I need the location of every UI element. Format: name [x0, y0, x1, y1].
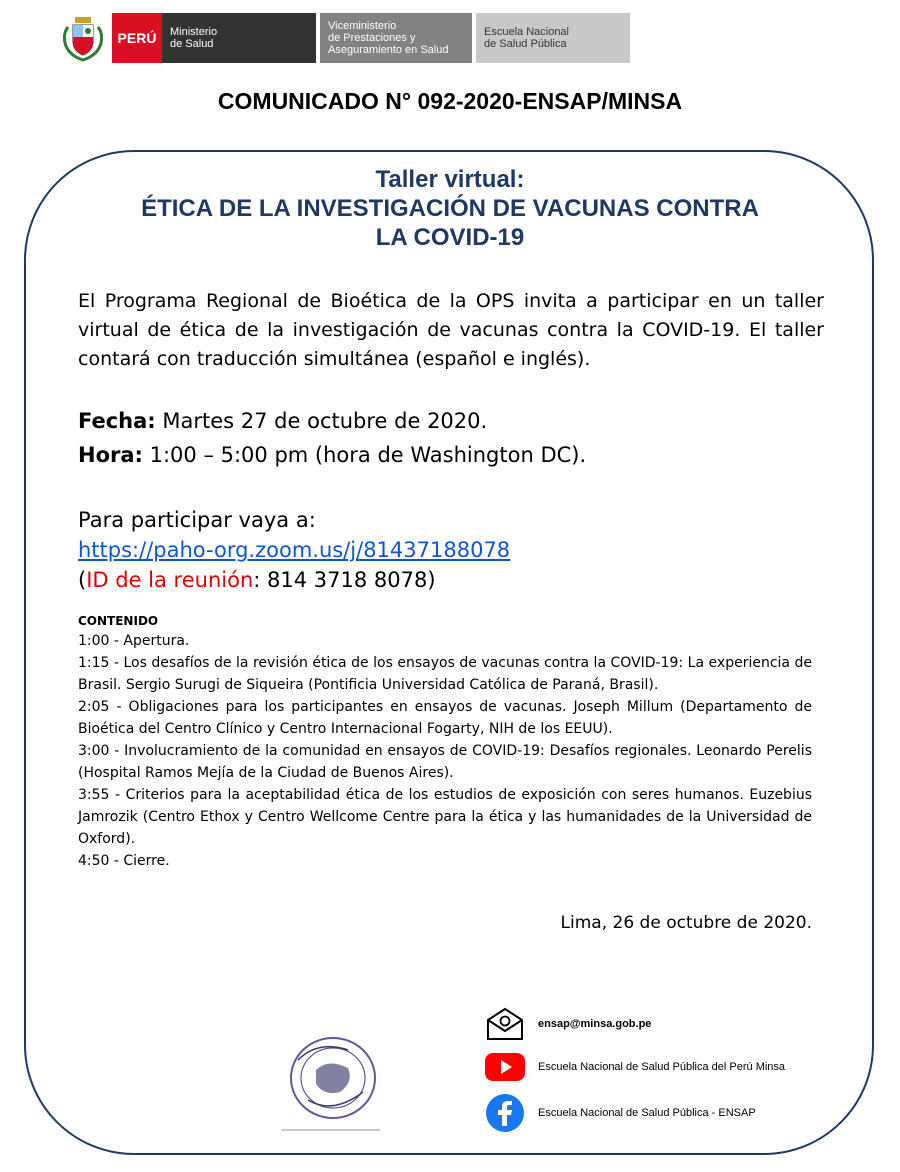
youtube-contact[interactable]: [484, 1048, 785, 1086]
facebook-icon: [484, 1094, 526, 1132]
official-seal-stamp: [278, 1030, 384, 1140]
workshop-line2: ÉTICA DE LA INVESTIGACIÓN DE VACUNAS CONTRA: [141, 195, 759, 222]
contenido-section: [78, 612, 812, 872]
participate-block: [78, 505, 824, 595]
youtube-text: Escuela Nacional de Salud Pública del Perú Minsa: [538, 1061, 786, 1073]
meeting-id-value: : 814 3718 8078): [253, 568, 436, 592]
hora-line: [78, 438, 824, 472]
facebook-contact[interactable]: [484, 1094, 756, 1132]
header-logos: [62, 13, 630, 63]
intro-paragraph: El Programa Regional de Bioética de la OPS invita a participar en un taller virtual de ética de la investigación de vacunas contra la COVID-19. El taller contará con traducción simultánea (español e inglés).: [78, 290, 824, 370]
agenda-item: 2:05 - Obligaciones para los participantes en ensayos de vacunas. Joseph Millum (Departamento de Bioética del Centro Clínico y Centro Internacional Fogarty, NIH de los EEUU).: [78, 699, 812, 737]
place-date: Lima, 26 de octubre de 2020.: [560, 913, 812, 933]
date-time: [78, 404, 824, 472]
agenda-item: 1:00 - Apertura.: [78, 633, 190, 649]
workshop-line1: Taller virtual:: [375, 166, 525, 193]
viceministerio-box: Viceministerio de Prestaciones y Aseguramiento en Salud: [320, 13, 472, 63]
fecha-line: [78, 404, 824, 438]
agenda-item: 3:00 - Involucramiento de la comunidad en ensayos de COVID-19: Desafíos regionales. Leonardo Perelis (Hospital Ramos Mejía de la Ciudad de Buenos Aires).: [78, 743, 812, 781]
fecha-label: Fecha:: [78, 409, 156, 433]
escuela-box: Escuela Nacional de Salud Pública: [476, 13, 630, 63]
youtube-icon: [484, 1048, 526, 1086]
agenda-item: 4:50 - Cierre.: [78, 853, 170, 869]
fecha-value: Martes 27 de octubre de 2020.: [155, 409, 488, 433]
agenda-item: 1:15 - Los desafíos de la revisión ética de los ensayos de vacunas contra la COVID-19: La experiencia de Brasil. Sergio Surugi de Siqueira (Pontificia Universidad Católica de Paraná, Brasil).: [78, 655, 812, 693]
ministerio-box: Ministerio de Salud: [162, 13, 316, 63]
peru-shield-icon: [62, 13, 104, 63]
zoom-link[interactable]: https://paho-org.zoom.us/j/81437188078: [78, 538, 511, 562]
workshop-line3: LA COVID-19: [375, 224, 525, 251]
email-text: ensap@minsa.gob.pe: [538, 1018, 652, 1030]
hora-label: Hora:: [78, 443, 143, 467]
meeting-id-label: ID de la reunión: [86, 568, 254, 592]
meeting-id: (ID de la reunión: 814 3718 8078): [78, 568, 436, 592]
contenido-heading: CONTENIDO: [78, 614, 159, 628]
hora-value: 1:00 – 5:00 pm (hora de Washington DC).: [142, 443, 587, 467]
workshop-title: [60, 165, 840, 252]
document-title: COMUNICADO N° 092-2020-ENSAP/MINSA: [217, 88, 683, 114]
email-contact[interactable]: [484, 1005, 651, 1043]
peru-label: PERÚ: [112, 13, 162, 63]
email-icon: [484, 1005, 526, 1043]
facebook-text: Escuela Nacional de Salud Pública - ENSAP: [538, 1107, 756, 1119]
agenda-item: 3:55 - Criterios para la aceptabilidad ética de los estudios de exposición con seres humanos. Euzebius Jamrozik (Centro Ethox y Centro Wellcome Centre para la ética y las humanidades de la Universidad de Oxford).: [78, 787, 812, 847]
participate-text: Para participar vaya a:: [78, 508, 316, 532]
